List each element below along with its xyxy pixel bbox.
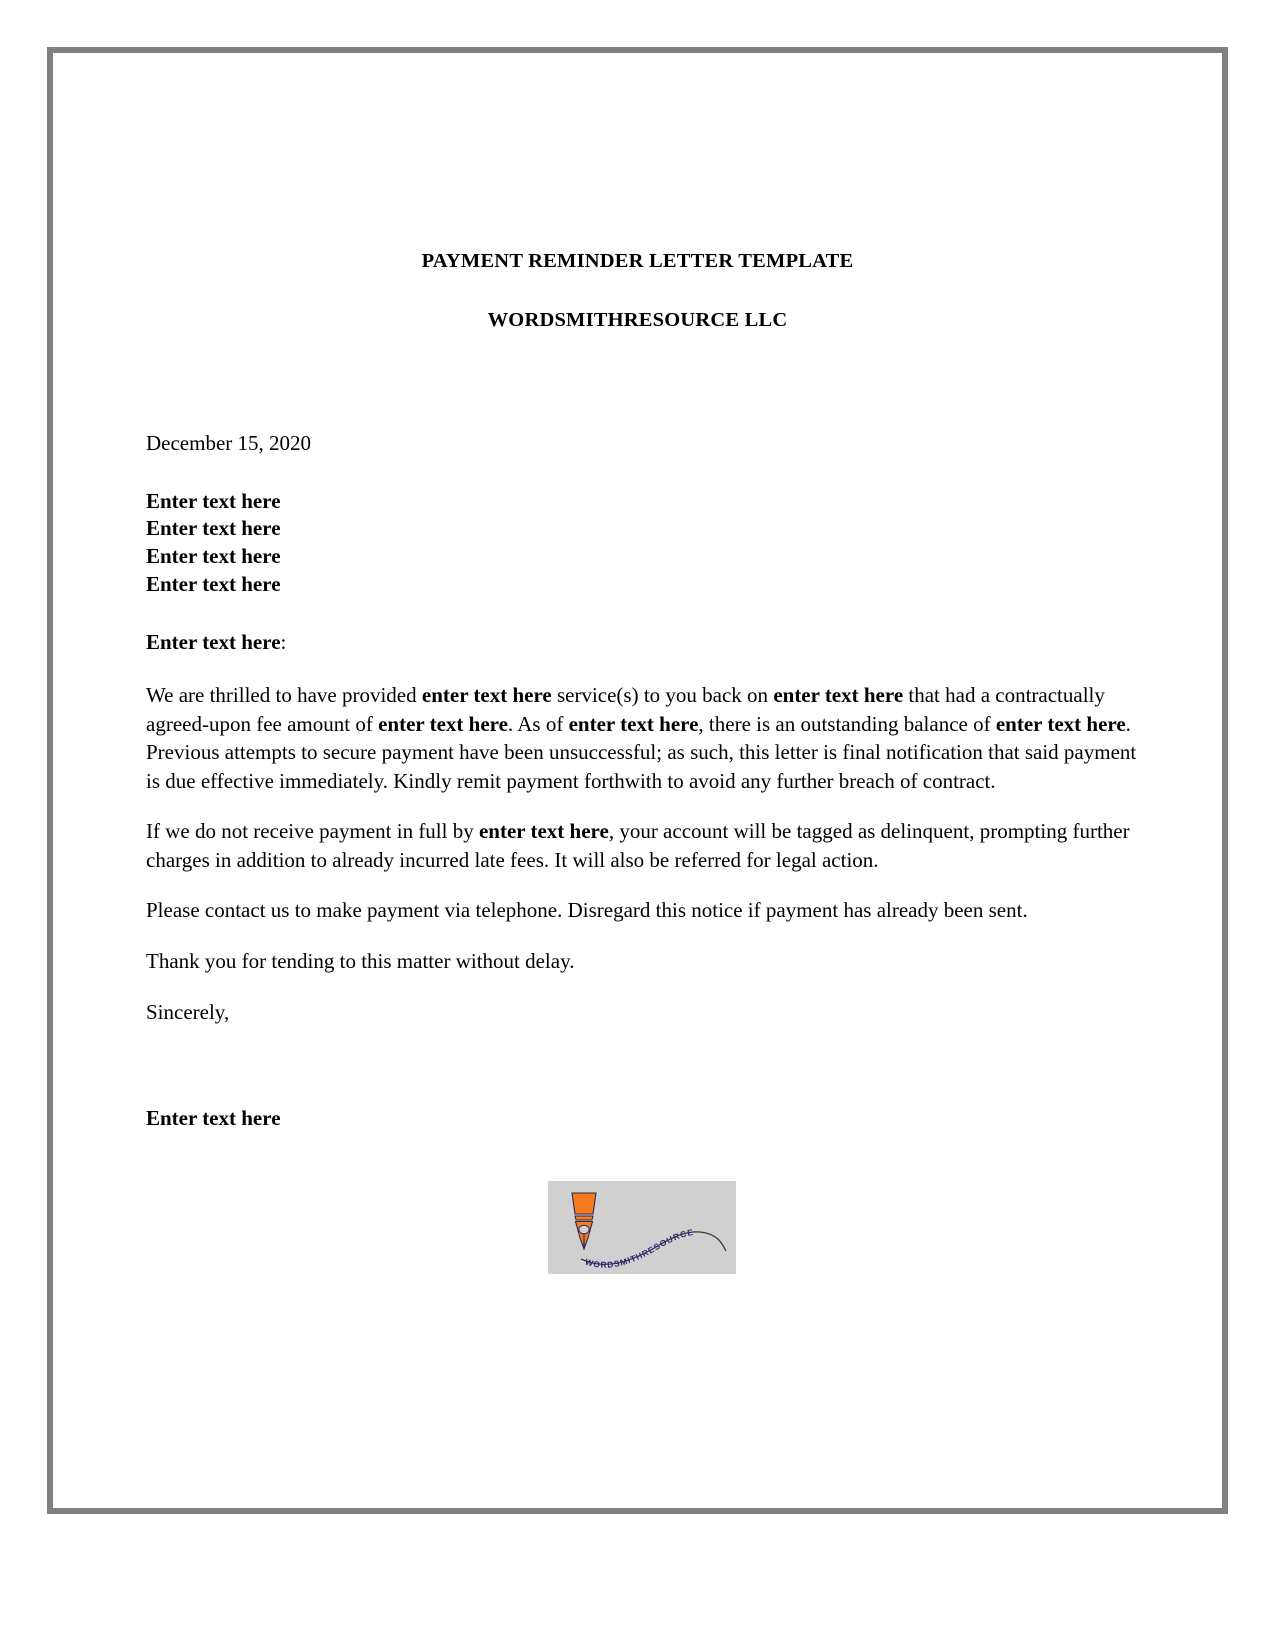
recipient-address-block <box>146 488 1138 599</box>
p2-placeholder-due-date[interactable]: enter text here <box>478 819 609 844</box>
p1-placeholder-fee[interactable]: enter text here <box>378 711 508 736</box>
address-line-1[interactable]: Enter text here <box>146 488 281 513</box>
page-content-area <box>53 53 1222 1508</box>
p2-segment-2: , your account will be tagged as delinquent, prompting further charges in addition to already incurred late fees. It will also be referred for legal action. <box>146 819 1130 872</box>
p2-segment-1: If we do not receive payment in full by <box>146 819 479 844</box>
p1-segment-5: , there is an outstanding balance of <box>698 711 996 736</box>
logo-artwork <box>548 1181 736 1274</box>
letter-body <box>146 429 1138 1273</box>
salutation-punctuation: : <box>280 629 287 654</box>
wordsmithresource-logo <box>548 1181 736 1274</box>
letter-date: December 15, 2020 <box>146 431 312 456</box>
p1-segment-1: We are thrilled to have provided <box>146 683 422 708</box>
body-paragraph-4: Thank you for tending to this matter without delay. <box>146 948 575 973</box>
logo-container <box>146 1181 1138 1274</box>
p1-segment-3: that had a contractually agreed-upon fee amount of <box>146 683 1105 736</box>
address-line-3[interactable]: Enter text here <box>146 544 281 569</box>
p1-segment-2: service(s) to you back on <box>551 683 774 708</box>
address-line-4[interactable]: Enter text here <box>146 571 281 596</box>
p1-segment-6: . Previous attempts to secure payment have been unsuccessful; as such, this letter is final notification that said payment is due effective immediately. Kindly remit payment forthwith to avoid any further breach of contract. <box>146 711 1137 793</box>
p1-placeholder-date[interactable]: enter text here <box>773 683 904 708</box>
body-paragraph-3: Please contact us to make payment via telephone. Disregard this notice if payment has already been sent. <box>146 898 1028 923</box>
body-paragraph-1 <box>146 681 1138 795</box>
body-paragraph-2 <box>146 817 1138 874</box>
document-title: PAYMENT REMINDER LETTER TEMPLATE <box>421 250 854 272</box>
p1-placeholder-balance[interactable]: enter text here <box>995 711 1126 736</box>
document-page <box>47 47 1228 1514</box>
address-line-2[interactable]: Enter text here <box>146 516 281 541</box>
salutation-placeholder[interactable]: Enter text here <box>146 629 281 654</box>
p1-placeholder-asof-date[interactable]: enter text here <box>568 711 699 736</box>
p1-segment-4: . As of <box>507 711 569 736</box>
signature-placeholder[interactable]: Enter text here <box>146 1106 281 1131</box>
salutation-line <box>146 628 1138 657</box>
document-subtitle: WORDSMITHRESOURCE LLC <box>487 308 788 331</box>
p1-placeholder-service[interactable]: enter text here <box>421 683 552 708</box>
closing-line: Sincerely, <box>146 999 230 1024</box>
logo-brand-text: WORDSMITHRESOURCE <box>583 1226 695 1270</box>
